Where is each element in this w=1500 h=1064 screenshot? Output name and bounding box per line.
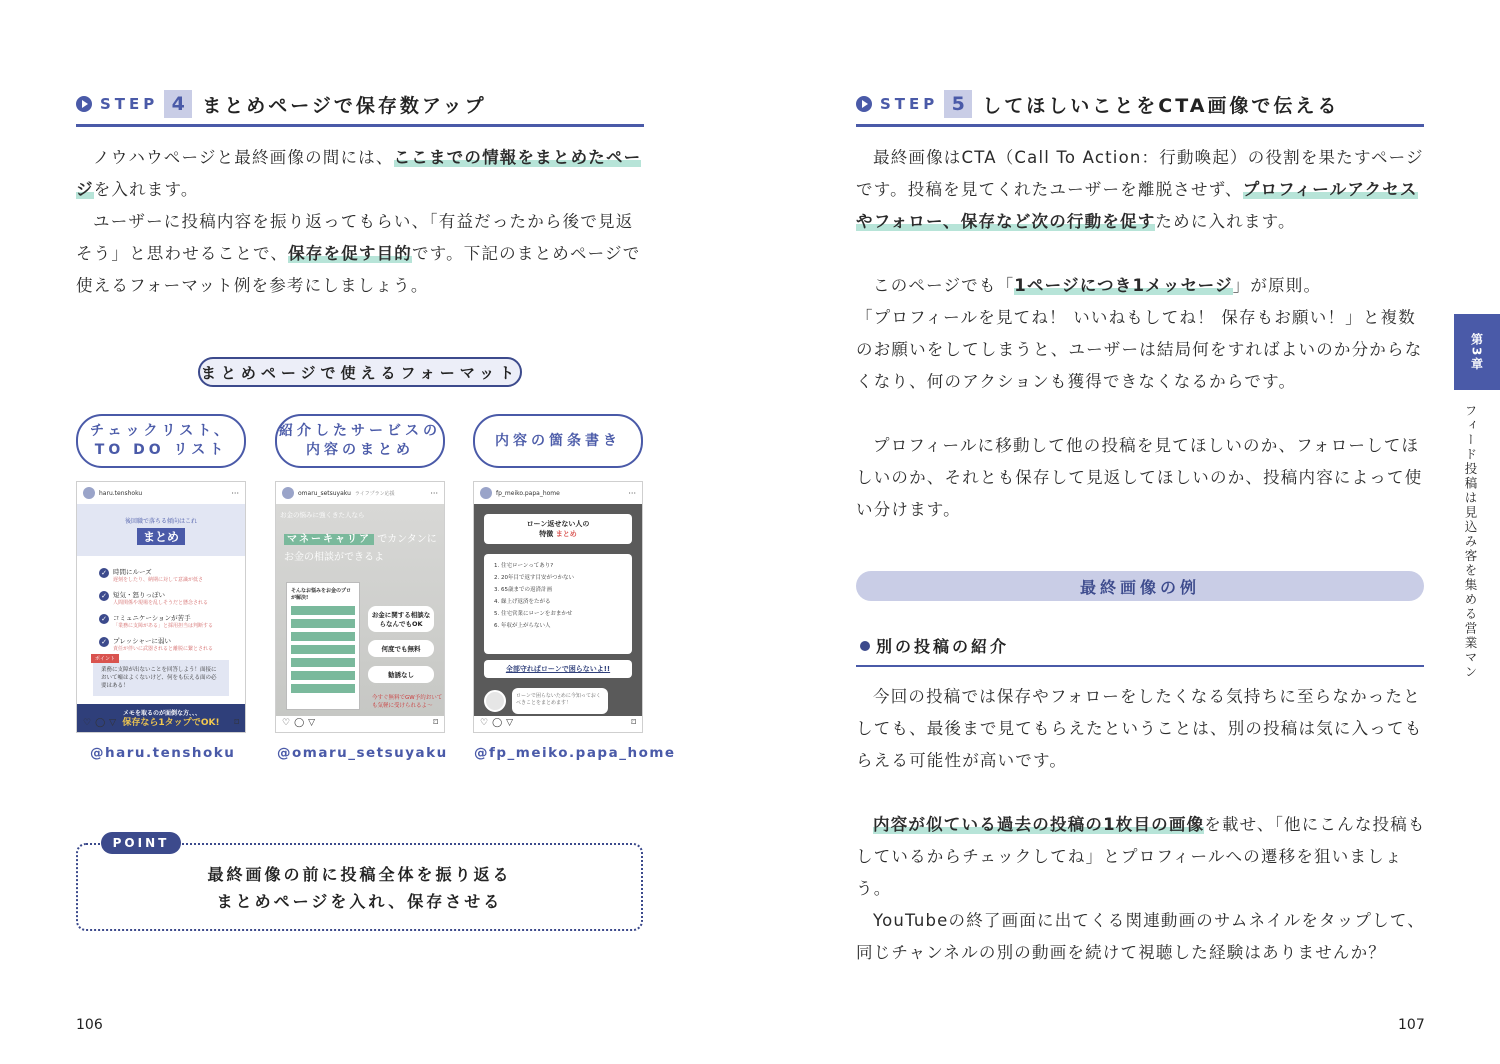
highlight-past-post: 内容が似ている過去の投稿の1枚目の画像	[873, 815, 1205, 834]
heart-icon: ♡	[83, 718, 92, 728]
step-label: STEP	[100, 95, 159, 113]
avatar	[282, 487, 294, 499]
category-bullets: 内容の箇条書き	[473, 414, 643, 468]
account-name: haru.tenshoku	[99, 489, 143, 497]
bullet-icon	[860, 641, 870, 651]
example-pill: 最終画像の例	[856, 571, 1424, 601]
send-icon: ▽	[506, 718, 514, 728]
step-title: してほしいことをCTA画像で伝える	[982, 94, 1340, 117]
intro-text: ノウハウページと最終画像の間には、ここまでの情報をまとめたページを入れます。 ユーザーに投稿内容を振り返ってもらい、「有益だったから後で見返そう」と思わせることで、保存を促す目的です。下記のまとめページで使えるフォーマット例を参考にしましょう。	[76, 148, 642, 295]
sub-rule	[856, 665, 1424, 667]
handle-omaru: @omaru_setsuyaku	[277, 745, 448, 761]
step-number: 5	[944, 90, 972, 118]
step-header	[76, 86, 487, 122]
more-icon: ···	[430, 488, 438, 498]
cta-text: 最終画像はCTA（Call To Action：行動喚起）の役割を果たすページです。投稿を見てくれたユーザーを離脱させず、プロフィールアクセスやフォロー、保存など次の行動を促すために入れます。 このページでも「1ページにつき1メッセージ」が原則。 「プロフィールを見てね！ いいねもしてね！ 保存もお願い！」と複数のお願いをしてしまうと、ユーザーは結局何をすればよいのか分からなくなり、何のアクションも獲得できなくなるからです。 プロフィールに移動して他の投稿を見てほしいのか、フォローしてほしいのか、それとも保存して見返してほしいのか、投稿内容によって使い分けます。	[856, 148, 1424, 519]
avatar	[484, 690, 506, 712]
handle-haru: @haru.tenshoku	[90, 745, 236, 761]
step-label: STEP	[880, 95, 939, 113]
step-rule	[76, 124, 644, 127]
step-rule	[856, 124, 1424, 127]
page-number: 107	[1398, 1017, 1425, 1033]
play-icon	[76, 96, 92, 112]
play-icon	[856, 96, 872, 112]
comment-icon: ◯	[294, 718, 305, 728]
phone-mock-haru	[76, 481, 246, 733]
category-checklist: チェックリスト、 TO DO リスト	[76, 414, 246, 468]
avatar	[480, 487, 492, 499]
other-post-text: 今回の投稿では保存やフォローをしたくなる気持ちに至らなかったとしても、最後まで見てもらえたということは、別の投稿は気に入ってもらえる可能性が高いです。 内容が似ている過去の投稿の1枚目の画像を載せ、「他にこんな投稿もしているからチェックしてね」とプロフィールへの遷移を狙いましょう。 YouTubeの終了画面に出てくる関連動画のサムネイルをタップして、同じチャンネルの別の動画を続けて視聴した経験はありませんか？	[856, 687, 1426, 962]
avatar	[83, 487, 95, 499]
bookmark-icon: ⌑	[234, 718, 239, 728]
highlight-one-message: 1ページにつき1メッセージ	[1014, 276, 1233, 295]
highlight-summary: ここまでの情報をまとめたページ	[76, 148, 642, 199]
account-name: fp_meiko.papa_home	[496, 489, 560, 497]
chapter-tab: 第3章	[1454, 314, 1500, 390]
check-icon: ✓	[99, 568, 109, 578]
post-image: ローン返せない人の 特徴 まとめ 1. 住宅ローンってあり? 2. 20年目で返す目安がつかない 3. 65歳までの返済計画 4. 繰上げ返済をたがる 5. 住宅営業にローンをおまかせ 6. 年収が上がらない人 全部守ればローンで困らないよ!! ローンで困らないために今知っておくべきことをまとめます！	[474, 504, 642, 716]
highlight-action: プロフィールアクセスやフォロー、保存など次の行動を促す	[856, 180, 1418, 231]
step-header	[856, 86, 1339, 122]
bookmark-icon: ⌑	[631, 718, 636, 728]
post-image: お金の悩みに強くきた人なら マネーキャリア でカンタンに お金の相談ができるよ そんなお悩みをお金のプロが解決! お金に関する相談ならなんでもOK 何度でも無料 勧誘なし 今すぐ無料でGW予約おいても気軽に受けられるよ〜	[276, 504, 444, 716]
highlight-save: 保存を促す目的	[288, 244, 412, 263]
post-image: 後回職で落ちる傾向はこれ まとめ ✓ 時間にルーズ 遅刻をしたり、納期に対して意識が低さ ✓ 短気・怒りっぽい 人間関係や現場を乱しそうだと懸念される ✓ コミュニケーションが苦手 「業務に支障がある」と採用担当は判断する ✓ プレッシャーに弱い 責任が伴いに武器されると離脱に繋とされる 業務に支障が出ないことを回答しよう！面接において嘘はよくないけど、何をも伝える面の必要はある！ ポイント メモを取るのが面倒な方、、、 保存なら1タップでOK!	[77, 504, 245, 716]
check-icon: ✓	[99, 614, 109, 624]
more-icon: ···	[231, 488, 239, 498]
send-icon: ▽	[308, 718, 316, 728]
account-name: omaru_setsuyaku	[298, 489, 351, 497]
phone-mock-omaru: omaru_setsuyaku ライフプラン応援 ··· お金の悩みに強くきた人なら マネーキャリア でカンタンに お金の相談ができるよ そんなお悩みをお金のプロが解決! お金に関する相談ならなんでもOK 何度でも無料 勧誘なし 今すぐ無料でGW予約おいても気軽に受けられるよ〜 ♡ ◯ ▽ ⌑	[275, 481, 445, 733]
check-icon: ✓	[99, 637, 109, 647]
handle-fp: @fp_meiko.papa_home	[474, 745, 676, 761]
check-icon: ✓	[99, 591, 109, 601]
step-title: まとめページで保存数アップ	[202, 94, 487, 117]
point-tag: POINT	[101, 832, 181, 854]
phone-mock-fp	[473, 481, 643, 733]
bookmark-icon: ⌑	[433, 718, 438, 728]
sub-heading: 別の投稿の紹介	[860, 634, 1009, 657]
format-pill: まとめページで使えるフォーマット	[198, 357, 522, 387]
more-icon: ···	[628, 488, 636, 498]
page-number: 106	[76, 1017, 103, 1033]
chapter-title: フィード投稿は見込み客を集める営業マン	[1463, 404, 1478, 680]
category-service-summary: 紹介したサービスの 内容のまとめ	[275, 414, 445, 468]
comment-icon: ◯	[492, 718, 503, 728]
heart-icon: ♡	[480, 718, 489, 728]
point-text: 最終画像の前に投稿全体を振り返る まとめページを入れ、保存させる	[207, 865, 512, 911]
right-page	[750, 0, 1500, 1064]
heart-icon: ♡	[282, 718, 291, 728]
comment-icon: ◯	[95, 718, 106, 728]
send-icon: ▽	[109, 718, 117, 728]
step-number: 4	[164, 90, 192, 118]
